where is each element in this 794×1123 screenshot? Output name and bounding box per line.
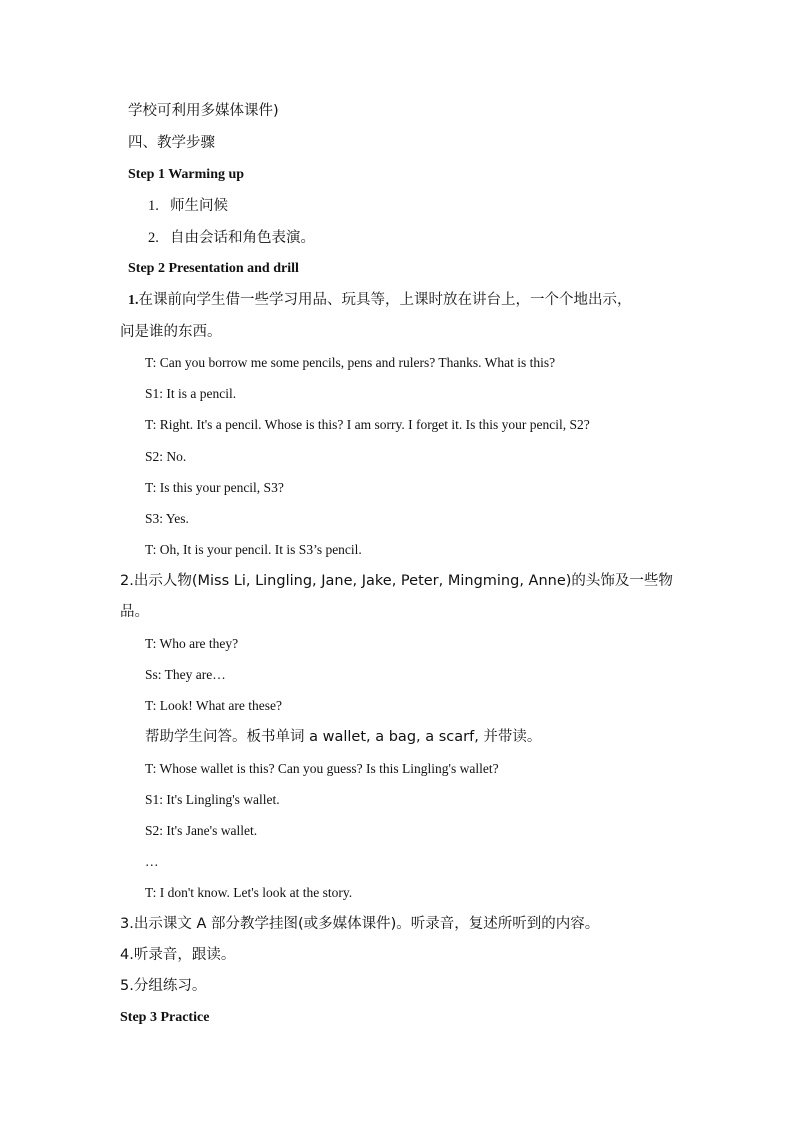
paragraph-1-line-2: 问是谁的东西。: [120, 324, 222, 340]
paragraph-5: 5.分组练习。: [120, 978, 207, 994]
intro-tail-line: 学校可利用多媒体课件): [128, 103, 279, 119]
paragraph-1-text: 在课前向学生借一些学习用品、玩具等，上课时放在讲台上，一个个地出示，: [138, 292, 632, 308]
step1-item-1-text: 师生问候: [170, 198, 228, 214]
dialogue-line-4: S2: No.: [145, 449, 187, 464]
dialogue-line-10: T: Look! What are these?: [145, 698, 283, 713]
step1-item-2-number: 2.: [148, 230, 159, 246]
paragraph-2-line-2: 品。: [120, 604, 149, 620]
dialogue-line-11: T: Whose wallet is this? Can you guess? Is this Lingling's wallet?: [145, 761, 499, 776]
step1-heading: Step 1 Warming up: [128, 167, 245, 182]
paragraph-2-line-3: 帮助学生问答。板书单词 a wallet, a bag, a scarf, 并带读。: [145, 729, 542, 745]
dialogue-line-2: S1: It is a pencil.: [145, 386, 237, 401]
paragraph-4: 4.听录音，跟读。: [120, 947, 236, 963]
dialogue-line-14: …: [145, 854, 159, 869]
step1-item-1-number: 1.: [148, 198, 159, 214]
step2-heading: Step 2 Presentation and drill: [128, 261, 299, 276]
paragraph-1-number: 1.: [128, 293, 139, 308]
dialogue-line-8: T: Who are they?: [145, 636, 239, 651]
dialogue-line-15: T: I don't know. Let's look at the story.: [145, 885, 353, 900]
dialogue-line-3: T: Right. It's a pencil. Whose is this? I am sorry. I forget it. Is this your pencil, S2?: [145, 417, 590, 432]
dialogue-line-9: Ss: They are…: [145, 667, 226, 682]
dialogue-line-12: S1: It's Lingling's wallet.: [145, 792, 280, 807]
dialogue-line-6: S3: Yes.: [145, 511, 189, 526]
step1-item-2-text: 自由会话和角色表演。: [170, 230, 315, 246]
dialogue-line-7: T: Oh, It is your pencil. It is S3’s pencil.: [145, 542, 362, 557]
dialogue-line-13: S2: It's Jane's wallet.: [145, 823, 258, 838]
dialogue-line-1: T: Can you borrow me some pencils, pens and rulers? Thanks. What is this?: [145, 355, 556, 370]
paragraph-3: 3.出示课文 A 部分教学挂图(或多媒体课件)。听录音，复述所听到的内容。: [120, 916, 600, 932]
section-four-heading: 四、教学步骤: [128, 135, 215, 151]
step3-heading: Step 3 Practice: [120, 1010, 210, 1025]
paragraph-1-line-1: [128, 290, 632, 311]
step1-item-2: [148, 228, 315, 248]
paragraph-2-line-1: 2.出示人物(Miss Li, Lingling, Jane, Jake, Peter, Mingming, Anne)的头饰及一些物: [120, 573, 673, 589]
dialogue-line-5: T: Is this your pencil, S3?: [145, 480, 284, 495]
step1-item-1: [148, 196, 228, 216]
